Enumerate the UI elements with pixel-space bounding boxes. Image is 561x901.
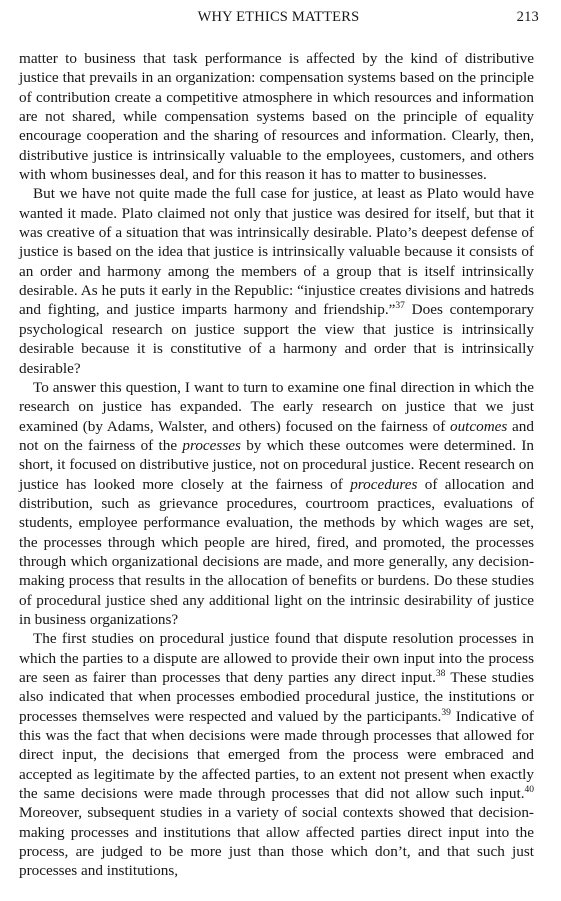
emphasis-procedures: procedures bbox=[350, 475, 418, 493]
footnote-ref-39: 39 bbox=[441, 707, 451, 718]
emphasis-outcomes: outcomes bbox=[449, 417, 508, 435]
paragraph-1 bbox=[19, 49, 534, 184]
paragraph-4 bbox=[19, 629, 534, 880]
paragraph-3 bbox=[19, 378, 534, 629]
paragraph-text: by which these outcomes were determined. In short, it focused on distributive justice, not on procedural justice. Recent research on justice has looked more closely at the fairness of bbox=[19, 436, 534, 493]
emphasis-processes: processes bbox=[182, 436, 241, 454]
paragraph-text: of allocation and distribution, such as grievance procedures, courtroom practices, evaluations of students, employee performance evaluation, the methods by which wages are set, the processes through which people are hired, fired, and promoted, the processes through which organizational decisions are made, and more generally, any decision-making process that results in the allocation of benefits or burdens. Do these studies of procedural justice shed any additional light on the intrinsic desirability of justice in business organizations? bbox=[19, 475, 534, 628]
paragraph-text: and not on the fairness of the bbox=[19, 417, 534, 454]
footnote-ref-40: 40 bbox=[524, 785, 534, 796]
page-number: 213 bbox=[516, 9, 539, 25]
footnote-ref-38: 38 bbox=[435, 669, 446, 679]
footnote-ref-37: 37 bbox=[395, 301, 405, 312]
paragraph-text: These studies also indicated that when processes embodied procedural justice, the institutions or processes themselves were respected and valued by the participants. bbox=[19, 669, 534, 725]
running-header bbox=[18, 9, 539, 31]
paragraph-text: Indicative of this was the fact that when decisions were made through processes that allowed for direct input, the decisions that emerged from the process were embraced and accepted as legitimate by the affected parties, to an extent not present when exactly the same decisions were made through processes that did not allow such input. bbox=[19, 707, 534, 803]
paragraph-text: Moreover, subsequent studies in a variety of social contexts showed that decision-making processes and institutions that allow affected parties direct input into the process, are judged to be more just than those which don’t, and that such just processes and institutions, bbox=[19, 804, 534, 880]
running-title: WHY ETHICS MATTERS bbox=[197, 9, 360, 25]
paragraph-text: Does contemporary psychological research on justice support the view that justice is intrinsically desirable because it is constitutive of a harmony and order that is intrinsically desirable? bbox=[19, 301, 534, 377]
paragraph-text: But we have not quite made the full case for justice, at least as Plato would have wanted it made. Plato claimed not only that justice was desired for itself, but that it was creative of a situation that was intrinsically desirable. Plato’s deepest defense of justice is based on the idea that justice is intrinsically valuable because it consists of an order and harmony among the members of a group that is itself intrinsically desirable. As he puts it early in the Republic: “injustice creates divisions and hatreds and fighting, and justice imparts harmony and friendship.” bbox=[19, 185, 534, 319]
paragraph-text: matter to business that task performance is affected by the kind of distributive justice that prevails in an organization: compensation systems based on the principle of contribution create a competitive atmosphere in which resources and information are not shared, while compensation systems based on the principle of equality encourage cooperation and the sharing of resources and information. Clearly, then, distributive justice is intrinsically valuable to the employees, customers, and others with whom businesses deal, and for this reason it has to matter to businesses. bbox=[19, 50, 534, 184]
paragraph-text: The first studies on procedural justice found that dispute resolution processes in which the parties to a dispute are allowed to provide their own input into the process are seen as fairer than processes that deny parties any direct input. bbox=[19, 630, 534, 686]
body-text bbox=[19, 49, 534, 881]
paragraph-2 bbox=[19, 184, 534, 377]
paragraph-text: To answer this question, I want to turn to examine one final direction in which the research on justice has expanded. The early research on justice that we just examined (by Adams, Walster, and others) focused on the fairness of bbox=[19, 378, 534, 435]
